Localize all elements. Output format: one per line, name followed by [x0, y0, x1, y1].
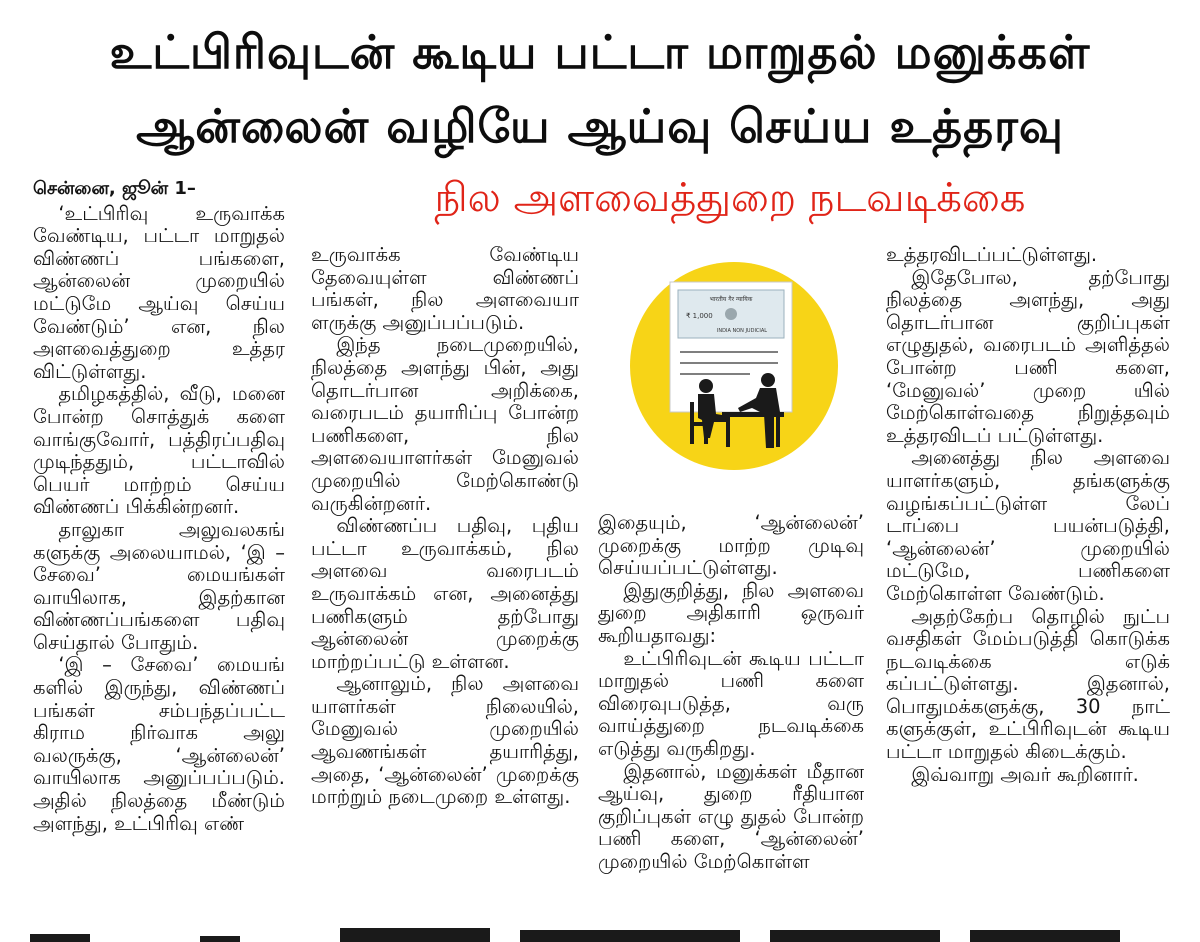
card-amount: ₹ 1,000: [686, 312, 713, 320]
article-paragraph: தமிழகத்தில், வீடு, மனை போன்ற சொத்துக் களை வாங்குவோர், பத்திரப்பதிவு முடிந்ததும், பட்டாவில் பெயர் மாற்றம் செய்ய விண்ணப் பிக்கின்றனர்.: [33, 382, 285, 519]
cut-off-glyphs: [770, 930, 940, 942]
article-column-3: [598, 512, 864, 874]
cut-off-glyphs: [30, 934, 90, 942]
subheadline: நில அளவைத்துறை நடவடிக்கை: [434, 175, 1026, 221]
article-paragraph: விண்ணப்ப பதிவு, புதிய பட்டா உருவாக்கம், நில அளவை வரைபடம் உருவாக்கம் என, அனைத்து பணிகளும் தற்போது ஆன்லைன் முறைக்கு மாற்றப்பட்டு உள்ளன.: [311, 514, 579, 673]
article-paragraph: இதேபோல, தற்போது நிலத்தை அளந்து, அது தொடர்பான குறிப்புகள் எழுதுதல், வரைபடம் அளித்தல் போன்ற பணி களை, ‘மேனுவல்’ முறை யில் மேற்கொள்வதை நிறுத்தவும் உத்தரவிடப் பட்டுள்ளது.: [886, 265, 1170, 447]
article-paragraph: இவ்வாறு அவர் கூறினார்.: [911, 762, 1139, 786]
card-heading: भारतीय गैर न्यायिक: [709, 296, 753, 303]
desk-leg: [726, 417, 730, 447]
article-column-1: [33, 178, 285, 835]
article-column-4: [886, 244, 1170, 786]
article-paragraph: உத்தரவிடப்பட்டுள்ளது.: [886, 243, 1098, 266]
desk-leg: [776, 417, 780, 447]
article-paragraph: ‘இ – சேவை’ மையங் களில் இருந்து, விண்ணப் பங்கள் சம்பந்தப்பட்ட கிராம நிர்வாக அலு வலருக்கு, ‘ஆன்லைன்’ வாயிலாக அனுப்பப்படும். அதில் நிலத்தை மீண்டும் அளந்து, உட்பிரிவு எண்: [33, 653, 285, 835]
cut-off-glyphs: [970, 930, 1120, 942]
seated-person-head: [699, 379, 713, 393]
article-paragraph: இதுகுறித்து, நில அளவை துறை அதிகாரி ஒருவர் கூறியதாவது:: [598, 578, 864, 647]
next-article-cut-off-headline: [0, 922, 1200, 942]
article-paragraph: அனைத்து நில அளவை யாளர்களும், தங்களுக்கு வழங்கப்பட்டுள்ள லேப் டாப்பை பயன்படுத்தி, ‘ஆன்லைன்’ முறையில் மட்டுமே, பணிகளை மேற்கொள்ள வேண்டும்.: [886, 446, 1170, 605]
article-column-2: [311, 244, 579, 809]
article-paragraph: ஆனாலும், நில அளவை யாளர்கள் நிலையில், மேனுவல் முறையில் ஆவணங்கள் தயாரித்து, அதை, ‘ஆன்லைன்’ முறைக்கு மாற்றும் நடைமுறை உள்ளது.: [311, 672, 579, 809]
dateline: சென்னை, ஜூன் 1–: [33, 178, 196, 199]
article-paragraph: உருவாக்க வேண்டிய தேவையுள்ள விண்ணப் பங்கள், நில அளவையா ளருக்கு அனுப்பப்படும்.: [311, 243, 579, 334]
cut-off-glyphs: [200, 936, 240, 942]
headline-line-2: ஆன்லைன் வழியே ஆய்வு செய்ய உத்தரவு: [136, 99, 1064, 153]
article-paragraph: அதற்கேற்ப தொழில் நுட்ப வசதிகள் மேம்படுத்தி கொடுக்க நடவடிக்கை எடுக் கப்பட்டுள்ளது. இதனால், பொதுமக்களுக்கு, 30 நாட் களுக்குள், உட்பிரிவுடன் கூடிய பட்டா மாறுதல் கிடைக்கும்.: [886, 604, 1170, 764]
cut-off-glyphs: [520, 930, 740, 942]
article-paragraph: இதையும், ‘ஆன்லைன்’ முறைக்கு மாற்ற முடிவு செய்யப்பட்டுள்ளது.: [598, 511, 864, 580]
article-paragraph: தாலுகா அலுவலகங் களுக்கு அலையாமல், ‘இ – சேவை’ மையங்கள் வாயிலாக, இதற்கான விண்ணப்பங்களை பதிவு செய்தால் போதும்.: [33, 517, 285, 654]
article-paragraph: ‘உட்பிரிவு உருவாக்க வேண்டிய, பட்டா மாறுதல் விண்ணப் பங்களை, ஆன்லைன் முறையில் மட்டுமே ஆய்வு செய்ய வேண்டும்’ என, நில அளவைத்துறை உத்தர விட்டுள்ளது.: [33, 201, 285, 383]
standing-person-head: [761, 373, 775, 387]
cut-off-glyphs: [340, 928, 490, 942]
article-paragraph: இதனால், மனுக்கள் மீதான ஆய்வு, துறை ரீதியான குறிப்புகள் எழு துதல் போன்ற பணி களை, ‘ஆன்லைன்’ முறையில் மேற்கொள்ள: [598, 759, 864, 873]
headline-line-1: உட்பிரிவுடன் கூடிய பட்டா மாறுதல் மனுக்கள்: [109, 25, 1091, 79]
land-document-officials-icon: [630, 262, 838, 470]
article-paragraph: இந்த நடைமுறையில், நிலத்தை அளந்து பின், அது தொடர்பான அறிக்கை, வரைபடம் தயாரிப்பு போன்ற பணிகளை, நில அளவையாளர்கள் மேனுவல் முறையில் மேற்கொண்டு வருகின்றனர்.: [311, 333, 579, 515]
article-paragraph: உட்பிரிவுடன் கூடிய பட்டா மாறுதல் பணி களை விரைவுபடுத்த, வரு வாய்த்துறை நடவடிக்கை எடுத்து வருகிறது.: [598, 646, 864, 760]
desk-top: [722, 412, 784, 417]
card-footer: INDIA NON JUDICIAL: [716, 328, 768, 334]
emblem-icon: [725, 308, 737, 320]
